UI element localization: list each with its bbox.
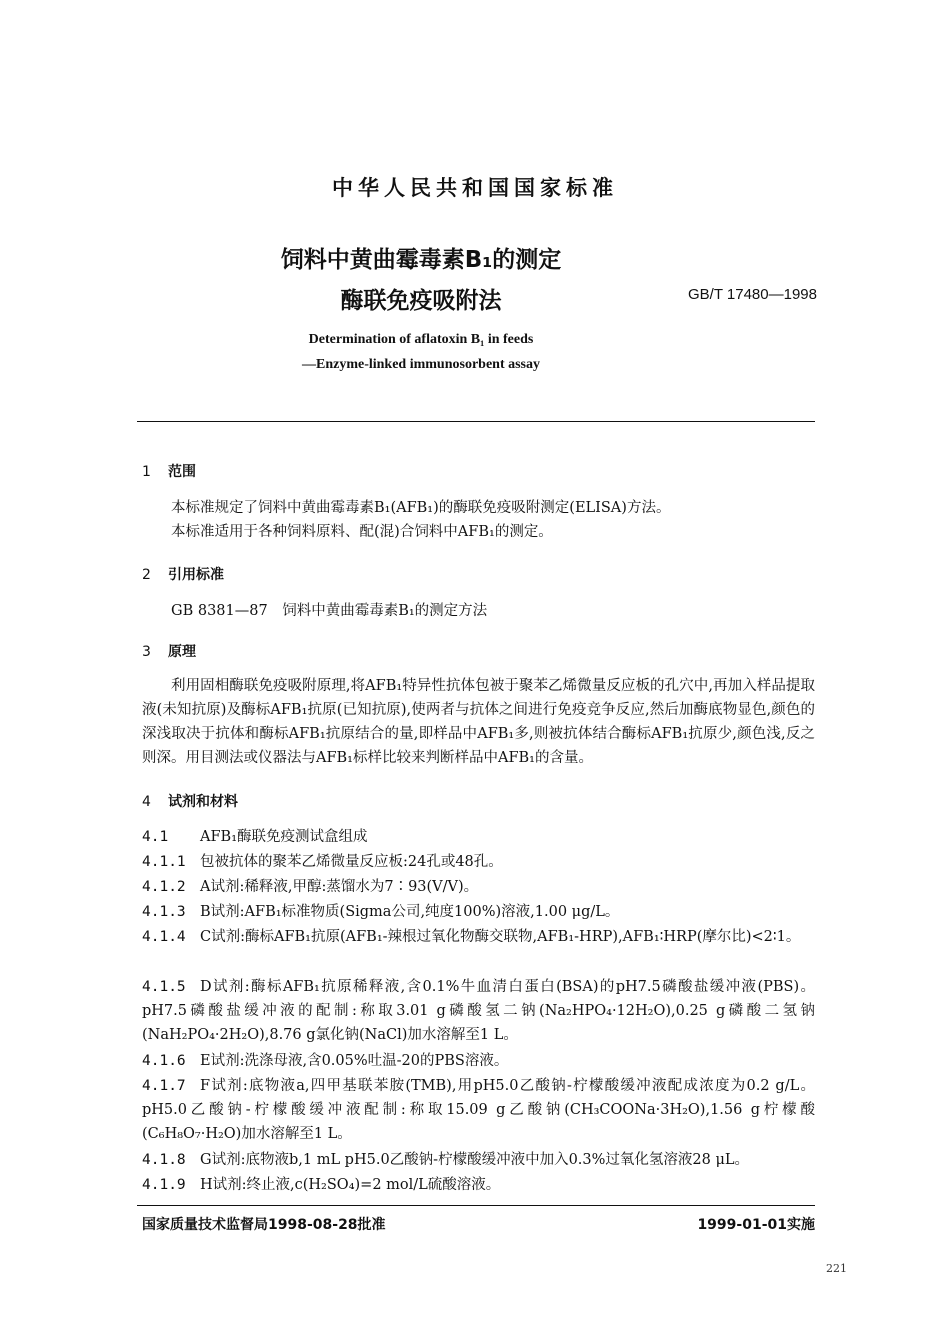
document-title-line1: 饲料中黄曲霉毒素B₁的测定 [280, 247, 562, 273]
list-item: 4.1.6 E试剂:洗涤母液,含0.05%吐温-20的PBS溶液。 [142, 1053, 509, 1069]
section-heading: 3 原理 [142, 644, 196, 660]
list-item: 4.1.5 D试剂:酶标AFB₁抗原稀释液,含0.1%牛血清白蛋白(BSA)的pH7.5磷酸盐缓冲液(PBS)。pH7.5磷酸盐缓冲液的配制:称取3.01 g磷酸氢二钠(Na₂HPO₄·12H₂O),0.25 g磷酸二氢钠(NaH₂PO₄·2H₂O),8.76 g氯化钠(NaCl)加水溶解至1 L。 [142, 979, 815, 1043]
list-item: 4.1.9 H试剂:终止液,c(H₂SO₄)=2 mol/L硫酸溶液。 [142, 1177, 501, 1193]
header-divider [137, 421, 815, 422]
english-title-line2: —Enzyme-linked immunosorbent assay [301, 357, 541, 372]
section-paragraph: 本标准适用于各种饲料原料、配(混)合饲料中AFB₁的测定。 [171, 524, 553, 540]
english-title-line1: Determination of aflatoxin B₁ in feeds [308, 332, 534, 347]
approval-date: 国家质量技术监督局1998-08-28批准 [142, 1217, 386, 1233]
list-item: 4.1.7 F试剂:底物液a,四甲基联苯胺(TMB),用pH5.0乙酸钠-柠檬酸缓冲液配成浓度为0.2 g/L。pH5.0乙酸钠-柠檬酸缓冲液配制:称取15.09 g乙酸钠(CH₃COONa·3H₂O),1.56 g柠檬酸(C₆H₈O₇·H₂O)加水溶解至1 L。 [142, 1078, 815, 1142]
list-item: 4.1.2 A试剂:稀释液,甲醇:蒸馏水为7∶93(V/V)。 [142, 879, 479, 895]
section-heading: 4 试剂和材料 [142, 794, 238, 810]
section-paragraph: 本标准规定了饲料中黄曲霉毒素B₁(AFB₁)的酶联免疫吸附测定(ELISA)方法。 [171, 500, 671, 516]
standard-org-header: 中华人民共和国国家标准 [332, 176, 618, 200]
list-item: 4.1.1 包被抗体的聚苯乙烯微量反应板:24孔或48孔。 [142, 854, 503, 870]
effective-date: 1999-01-01实施 [697, 1217, 815, 1233]
document-title-line2: 酶联免疫吸附法 [340, 288, 502, 314]
list-item: 4.1 AFB₁酶联免疫测试盒组成 [142, 829, 368, 845]
footer-divider [137, 1205, 815, 1206]
section-heading: 1 范围 [142, 464, 196, 480]
list-item: 4.1.8 G试剂:底物液b,1 mL pH5.0乙酸钠-柠檬酸缓冲液中加入0.3%过氧化氢溶液28 μL。 [142, 1152, 750, 1168]
reference-standard: GB 8381—87 饲料中黄曲霉毒素B₁的测定方法 [171, 603, 488, 619]
section-heading: 2 引用标准 [142, 567, 224, 583]
standard-code: GB/T 17480—1998 [688, 286, 817, 303]
page-number: 221 [826, 1262, 847, 1275]
principle-paragraph: 利用固相酶联免疫吸附原理,将AFB₁特异性抗体包被于聚苯乙烯微量反应板的孔穴中,再加入样品提取液(未知抗原)及酶标AFB₁抗原(已知抗原),使两者与抗体之间进行免疫竞争反应,然后加酶底物显色,颜色的深浅取决于抗体和酶标AFB₁抗原结合的量,即样品中AFB₁多,则被抗体结合酶标AFB₁抗原少,颜色浅,反之则深。用目测法或仪器法与AFB₁标样比较来判断样品中AFB₁的含量。 [142, 678, 815, 766]
list-item: 4.1.3 B试剂:AFB₁标准物质(Sigma公司,纯度100%)溶液,1.00 μg/L。 [142, 904, 620, 920]
list-item: 4.1.4 C试剂:酶标AFB₁抗原(AFB₁-辣根过氧化物酶交联物,AFB₁-HRP),AFB₁∶HRP(摩尔比)<2∶1。 [142, 929, 801, 945]
